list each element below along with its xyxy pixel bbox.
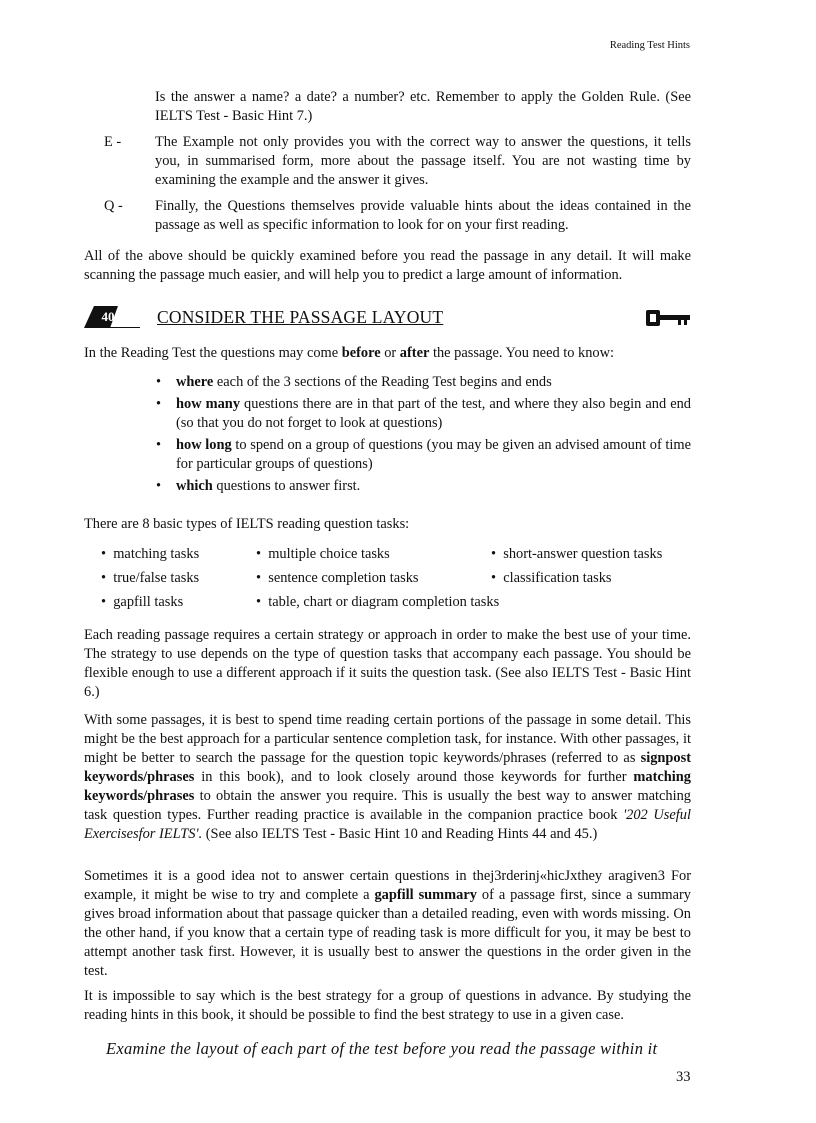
running-header: Reading Test Hints [609,40,690,51]
bold-term: matching keywords/phrases [84,769,691,804]
need-to-know-line [84,344,691,363]
task-type-label: sentence completion tasks [268,570,419,586]
task-type-label: true/false tasks [113,570,200,586]
text-span: With some passages, it is best to spend time reading certain portions of the passage in some detail. This might be the best approach for a particular sentence completion task, for instance. With other passages, it might be better to search the passage for the question topic keywords/phrases (referred to as [84,712,691,766]
page-number: 33 [676,1069,691,1085]
list-item [156,373,691,392]
task-type: • sentence completion tasks [256,570,419,586]
bullet-icon: • [156,437,162,453]
section-title: CONSIDER THE PASSAGE LAYOUT [157,307,444,327]
task-type-label: table, chart or diagram completion tasks [268,594,500,610]
task-type: • gapfill tasks [101,594,184,610]
impossible-paragraph: It is impossible to say which is the best strategy for a group of questions in advance. By studying the reading hints in this book, it should be possible to find the best strategy to use in a given case. [84,988,691,1023]
text-span: Sometimes it is a good idea not to answer certain questions in thej3rderinj«hicJxthey aragiven3 For example, it might be wise to try and complete a [84,868,691,903]
text-span: In the Reading Test the questions may come [84,345,342,361]
item-text: The Example not only provides you with the correct way to answer the questions, it tells you, in summarised form, more about the passage itself. You are not wasting time by examining the example and the answer it gives. [155,134,691,188]
bullet-text: each of the 3 sections of the Reading Test begins and ends [213,374,552,390]
list-item [156,477,691,496]
list-item [156,395,691,433]
text-span: the passage. You need to know: [429,345,615,361]
task-type: • short-answer question tasks [491,546,663,562]
task-type-label: multiple choice tasks [268,546,390,562]
sometimes-paragraph [84,867,691,981]
task-type-label: gapfill tasks [113,594,184,610]
bullet-text: questions there are in that part of the test, and where they also begin and end (so that you do not forget to look at questions) [176,396,691,431]
bullet-bold: how many [176,396,241,412]
bullet-bold: how long [176,437,232,453]
item-text: Finally, the Questions themselves provide valuable hints about the ideas contained in the passage as well as specific information to look for on your first reading. [155,198,691,233]
strategy-paragraph: Each reading passage requires a certain strategy or approach in order to make the best use of your time. The strategy to use depends on the type of question tasks that accompany each passage. You should be flexible enough to use a different approach if it suits the question task. (See also IELTS Test - Basic Hint 6.) [84,627,691,700]
text-span: (See also IELTS Test - Basic Hint 10 and Reading Hints 44 and 45.) [202,826,598,842]
need-to-know-list [156,373,691,499]
bold-term: signpost keywords/phrases [84,750,691,785]
closing-tip: Examine the layout of each part of the test before you read the passage within it [106,1039,658,1058]
item-letter: Q - [104,198,123,214]
list-item [156,436,691,474]
intro-text: Is the answer a name? a date? a number? etc. Remember to apply the Golden Rule. (See IELTS Test - Basic Hint 7.) [155,89,691,124]
item-letter: E - [104,134,122,150]
bullet-icon: • [156,478,162,494]
text-span: of a passage first, since a summary gives broad information about that passage quicker than a detailed reading, even with words missing. On the other hand, if you know that a certain type of reading task is more difficult for you, it may be best to attempt another task first. However, it is usually best to answer the questions in the order given in the test. [84,887,692,979]
task-type-label: classification tasks [503,570,612,586]
text-span: to obtain the answer you require. This is usually the best way to answer matching task question types. Further reading practice is available in the companion practice book [84,788,691,823]
task-type: • matching tasks [101,546,200,562]
hint-number-badge [84,306,140,328]
summary-paragraph: All of the above should be quickly examined before you read the passage in any detail. It will make scanning the passage much easier, and will help you to predict a large amount of information. [84,248,691,283]
task-type: • true/false tasks [101,570,200,586]
list-item-example [104,133,691,190]
bullet-text: questions to answer first. [212,478,361,494]
task-type: • table, chart or diagram completion tasks [256,594,500,610]
task-type: • multiple choice tasks [256,546,390,562]
bullet-icon: • [156,374,162,390]
task-type-label: short-answer question tasks [503,546,663,562]
bold-term: gapfill summary [374,887,477,903]
task-type: • classification tasks [491,570,612,586]
bold-before: before [341,345,381,361]
some-passages-paragraph [84,711,691,844]
text-span: in this book), and to look closely around those keywords for further [194,769,634,785]
bold-after: after [399,345,430,361]
hint-number: 40 [101,309,115,324]
task-types-intro: There are 8 basic types of IELTS reading question tasks: [84,516,410,532]
book-title: '202 Useful Exercisesfor IELTS'. [84,807,691,842]
list-item-questions [104,197,691,235]
task-type-label: matching tasks [113,546,200,562]
bullet-bold: which [176,478,213,494]
bullet-icon: • [156,396,162,412]
text-span: or [380,345,400,361]
key-icon [644,308,692,328]
bullet-bold: where [176,374,214,390]
bullet-text: to spend on a group of questions (you may be given an advised amount of time for particular groups of questions) [176,437,691,472]
